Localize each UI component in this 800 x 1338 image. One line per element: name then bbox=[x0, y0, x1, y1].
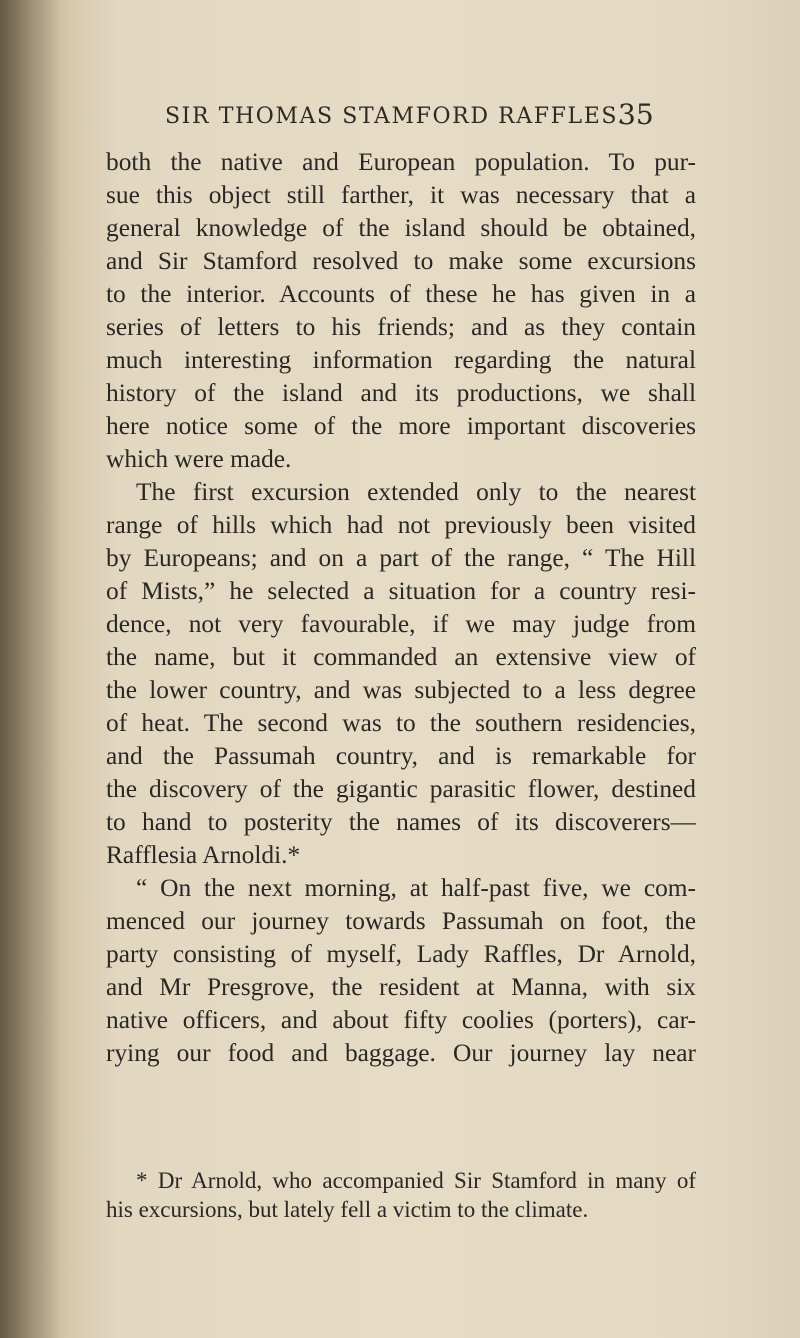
text-line: dence, not very favourable, if we may judge from bbox=[106, 610, 696, 638]
text-line: rying our food and baggage. Our journey lay near bbox=[106, 1039, 696, 1067]
text-line: series of letters to his friends; and as they contain bbox=[106, 313, 696, 341]
text-line: both the native and European population. To pur- bbox=[106, 148, 696, 176]
text-line: of heat. The second was to the southern residencies, bbox=[106, 709, 696, 737]
text-line: here notice some of the more important discoveries bbox=[106, 412, 696, 440]
text-line: native officers, and about fifty coolies (porters), car- bbox=[106, 1006, 696, 1034]
text-line: the lower country, and was subjected to a less degree bbox=[106, 676, 696, 704]
text-line: Rafflesia Arnoldi.* bbox=[106, 841, 301, 869]
footnote-line: * Dr Arnold, who accompanied Sir Stamford in many of bbox=[136, 1168, 696, 1193]
text-line: to the interior. Accounts of these he has given in a bbox=[106, 280, 696, 308]
text-line: history of the island and its productions, we shall bbox=[106, 379, 696, 407]
body-text bbox=[106, 146, 696, 1070]
text-line: party consisting of myself, Lady Raffles, Dr Arnold, bbox=[106, 940, 696, 968]
text-line: “ On the next morning, at half-past five, we com- bbox=[136, 874, 696, 902]
running-header: SIR THOMAS STAMFORD RAFFLES. bbox=[165, 104, 626, 129]
text-line: by Europeans; and on a part of the range, “ The Hill bbox=[106, 544, 696, 572]
text-line: of Mists,” he selected a situation for a country resi- bbox=[106, 577, 696, 605]
text-line: the name, but it commanded an extensive view of bbox=[106, 643, 696, 671]
footnote-line: his excursions, but lately fell a victim to the climate. bbox=[106, 1197, 589, 1222]
text-line: The first excursion extended only to the nearest bbox=[136, 478, 696, 506]
page-number: 35 bbox=[618, 98, 654, 131]
text-line: much interesting information regarding the natural bbox=[106, 346, 696, 374]
text-line: general knowledge of the island should be obtained, bbox=[106, 214, 696, 242]
text-line: menced our journey towards Passumah on foot, the bbox=[106, 907, 696, 935]
text-line: the discovery of the gigantic parasitic flower, destined bbox=[106, 775, 696, 803]
text-line: sue this object still farther, it was necessary that a bbox=[106, 181, 696, 209]
page-edge-shadow bbox=[0, 0, 60, 1338]
text-line: range of hills which had not previously been visited bbox=[106, 511, 696, 539]
text-line: and Sir Stamford resolved to make some excursions bbox=[106, 247, 696, 275]
text-line: and the Passumah country, and is remarkable for bbox=[106, 742, 696, 770]
text-line: which were made. bbox=[106, 445, 292, 473]
text-line: and Mr Presgrove, the resident at Manna, with six bbox=[106, 973, 696, 1001]
footnote bbox=[106, 1166, 696, 1224]
text-line: to hand to posterity the names of its discoverers— bbox=[106, 808, 696, 836]
